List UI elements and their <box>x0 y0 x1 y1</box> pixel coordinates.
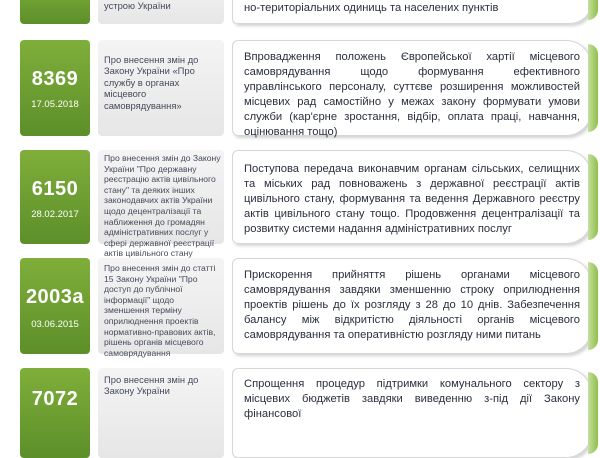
bill-date: 03.06.2015 <box>31 319 79 330</box>
bill-number-box <box>20 150 90 244</box>
bill-description: Поступова передача виконавчим органам сільських, селищних та міських рад повноважень з державної реєстрації актів цивільного стану, формування та ведення Державного реєстру актів цивільного стану тощо. Продовження децентралізації та розвитку системи надання адміністративних послуг <box>244 163 580 235</box>
bill-description: Впровадження положень Європейської хартії місцевого самоврядування щодо формування ефективного управлінського персоналу, суттєве розширення можливостей місцевих рад самостійно у межах закону формувати умови служби (кар'єрне зростання, відбір, оплата праці, навчання, оцінювання тощо) <box>244 51 580 138</box>
bill-description-box <box>232 258 592 354</box>
list-item <box>20 0 592 24</box>
bill-date: 28.02.2017 <box>31 209 79 220</box>
description-accent <box>588 372 598 454</box>
list-item <box>20 150 592 259</box>
bill-number-box <box>20 368 90 458</box>
bill-title-box <box>98 368 224 458</box>
bill-title-box <box>98 258 224 358</box>
bill-description: но-територіальних одиниць та населених пунктів <box>244 2 499 14</box>
bill-description-box <box>232 40 592 136</box>
bill-number: 6150 <box>31 178 79 200</box>
bill-title-box <box>98 150 224 259</box>
bill-title-box <box>98 0 224 24</box>
bill-number-box <box>20 0 90 24</box>
bill-number: 7072 <box>31 388 79 410</box>
bill-title: Про внесення змін до Закону України «Про службу в органах місцевого самоврядування» <box>104 54 199 111</box>
bill-description: Прискорення прийняття рішень органами місцевого самоврядування завдяки зменшенню строку оприлюднення проектів рішень до їх розгляду з 28 до 10 днів. Забезпечення балансу між відкритістю діяльності органів місцевого самоврядування та оперативністю розгляду ними питань <box>244 269 580 341</box>
description-accent <box>588 154 598 240</box>
description-accent <box>588 44 598 132</box>
bill-description-box <box>232 368 592 458</box>
bill-number: 2003а <box>25 286 85 308</box>
bill-description: Спрощення процедур підтримки комунального сектору з місцевих бюджетів завдяки виведенню з-під дії Закону фінансової <box>244 378 580 420</box>
bill-description-box <box>232 150 592 244</box>
list-item <box>20 40 592 136</box>
bill-title: Про внесення змін до Закону України "Про державну реєстрацію актів цивільного стану" та деяких інших законодавчих актів України щодо децентралізації та наближення до громадян адміністративних послуг у сфері державної реєстрації актів цивільного стану <box>104 153 221 259</box>
bill-title: Про внесення змін до Закону України <box>104 374 199 397</box>
description-accent <box>588 0 598 20</box>
bill-number: 8369 <box>31 68 79 90</box>
bill-number-box <box>20 40 90 136</box>
bill-number-box <box>20 258 90 354</box>
bill-description-box <box>232 0 592 24</box>
list-item <box>20 368 592 458</box>
bill-title: устрою України <box>104 0 171 11</box>
bill-date: 17.05.2018 <box>31 99 79 110</box>
list-item <box>20 258 592 358</box>
description-accent <box>588 262 598 350</box>
bill-title-box <box>98 40 224 136</box>
bill-title: Про внесення змін до статті 15 Закону України "Про доступ до публічної інформації" щодо зменшення терміну оприлюднення проектів нормативно-правових актів, рішень органів місцевого самоврядування <box>104 263 216 358</box>
